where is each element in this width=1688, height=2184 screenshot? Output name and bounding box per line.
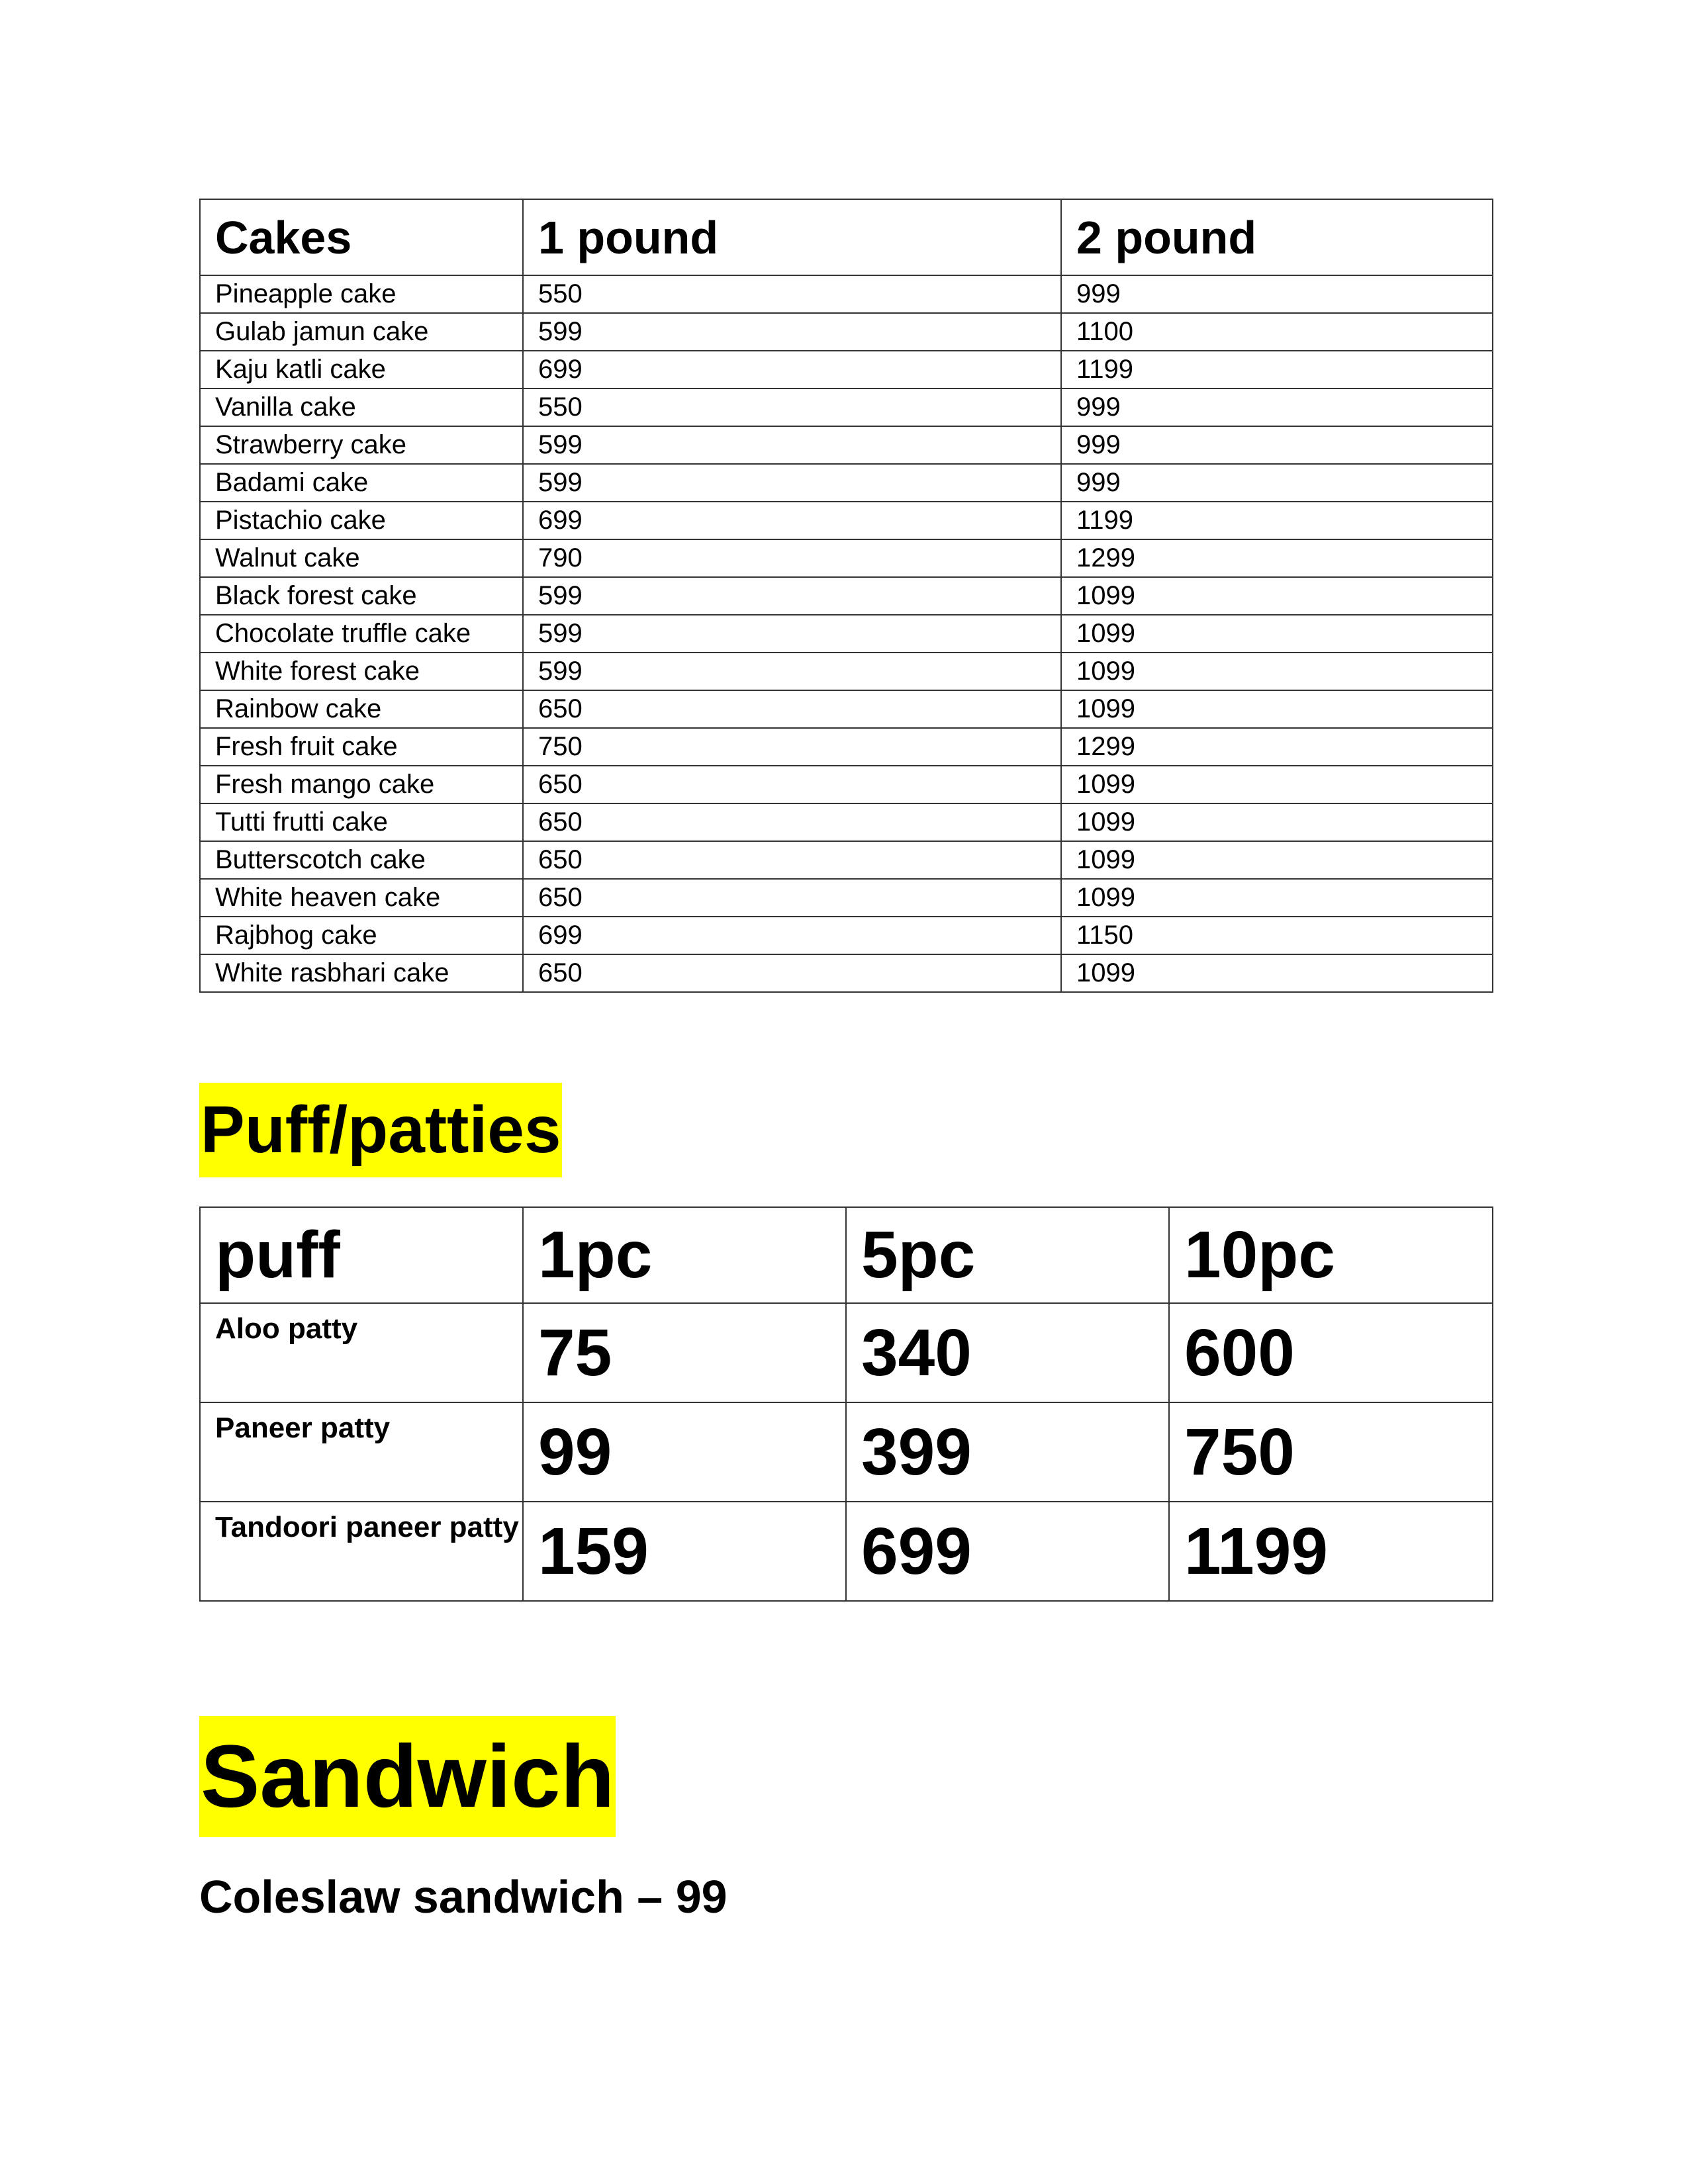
cake-name: Strawberry cake (200, 426, 523, 464)
price-1-pound: 599 (523, 464, 1061, 502)
puff-name: Paneer patty (200, 1402, 523, 1502)
price-1pc: 75 (523, 1303, 846, 1402)
price-1-pound: 599 (523, 577, 1061, 615)
cake-row (200, 615, 1493, 653)
price-1pc: 99 (523, 1402, 846, 1502)
cake-row (200, 954, 1493, 992)
price-5pc: 399 (846, 1402, 1169, 1502)
cakes-header-row (200, 199, 1493, 275)
cake-row (200, 577, 1493, 615)
cake-name: Black forest cake (200, 577, 523, 615)
puff-name: Aloo patty (200, 1303, 523, 1402)
price-1-pound: 650 (523, 954, 1061, 992)
cake-row (200, 653, 1493, 690)
price-5pc: 699 (846, 1502, 1169, 1601)
price-1-pound: 599 (523, 653, 1061, 690)
puff-header-5pc: 5pc (846, 1207, 1169, 1303)
cake-name: Badami cake (200, 464, 523, 502)
puff-header-row (200, 1207, 1493, 1303)
price-1-pound: 650 (523, 879, 1061, 917)
puff-section-heading: Puff/patties (199, 1083, 562, 1177)
cake-row (200, 803, 1493, 841)
price-2-pound: 1099 (1061, 653, 1493, 690)
cake-name: Fresh mango cake (200, 766, 523, 803)
price-2-pound: 1150 (1061, 917, 1493, 954)
price-1-pound: 650 (523, 766, 1061, 803)
price-1-pound: 699 (523, 917, 1061, 954)
price-2-pound: 1099 (1061, 615, 1493, 653)
cake-name: Pistachio cake (200, 502, 523, 539)
price-2-pound: 1199 (1061, 502, 1493, 539)
cake-name: White forest cake (200, 653, 523, 690)
puff-name: Tandoori paneer patty (200, 1502, 523, 1601)
cake-name: White rasbhari cake (200, 954, 523, 992)
price-10pc: 750 (1169, 1402, 1493, 1502)
price-2-pound: 1299 (1061, 728, 1493, 766)
price-1-pound: 550 (523, 388, 1061, 426)
price-1-pound: 699 (523, 351, 1061, 388)
cake-name: Tutti frutti cake (200, 803, 523, 841)
cake-name: Chocolate truffle cake (200, 615, 523, 653)
cake-name: Vanilla cake (200, 388, 523, 426)
price-1-pound: 599 (523, 615, 1061, 653)
price-2-pound: 999 (1061, 464, 1493, 502)
cake-name: Kaju katli cake (200, 351, 523, 388)
price-10pc: 1199 (1169, 1502, 1493, 1601)
price-2-pound: 1100 (1061, 313, 1493, 351)
price-1-pound: 599 (523, 426, 1061, 464)
sandwich-item-price: Coleslaw sandwich – 99 (199, 1871, 727, 1923)
puff-header-1pc: 1pc (523, 1207, 846, 1303)
price-2-pound: 1099 (1061, 577, 1493, 615)
cake-row (200, 879, 1493, 917)
puff-row (200, 1303, 1493, 1402)
cake-row (200, 464, 1493, 502)
cake-row (200, 728, 1493, 766)
price-2-pound: 999 (1061, 275, 1493, 313)
price-10pc: 600 (1169, 1303, 1493, 1402)
cake-row (200, 275, 1493, 313)
cakes-table-body (200, 275, 1493, 992)
puff-header-10pc: 10pc (1169, 1207, 1493, 1303)
cake-name: Walnut cake (200, 539, 523, 577)
price-2-pound: 1099 (1061, 954, 1493, 992)
puff-row (200, 1402, 1493, 1502)
cake-row (200, 388, 1493, 426)
puff-header-name: puff (200, 1207, 523, 1303)
price-1-pound: 790 (523, 539, 1061, 577)
puff-price-table (199, 1206, 1493, 1602)
cakes-header-2-pound: 2 pound (1061, 199, 1493, 275)
price-2-pound: 1099 (1061, 690, 1493, 728)
cakes-header-name: Cakes (200, 199, 523, 275)
cakes-price-table (199, 199, 1493, 993)
price-2-pound: 999 (1061, 426, 1493, 464)
cake-row (200, 351, 1493, 388)
price-2-pound: 1099 (1061, 879, 1493, 917)
cake-name: Rajbhog cake (200, 917, 523, 954)
cake-name: Butterscotch cake (200, 841, 523, 879)
sandwich-section-heading: Sandwich (199, 1716, 616, 1837)
cake-row (200, 690, 1493, 728)
price-1-pound: 650 (523, 803, 1061, 841)
cake-row (200, 841, 1493, 879)
price-2-pound: 1199 (1061, 351, 1493, 388)
cake-name: Gulab jamun cake (200, 313, 523, 351)
cake-row (200, 502, 1493, 539)
price-1-pound: 650 (523, 690, 1061, 728)
price-1-pound: 550 (523, 275, 1061, 313)
cake-row (200, 539, 1493, 577)
price-1-pound: 650 (523, 841, 1061, 879)
cake-row (200, 917, 1493, 954)
cake-name: Pineapple cake (200, 275, 523, 313)
cake-row (200, 426, 1493, 464)
price-1-pound: 699 (523, 502, 1061, 539)
cake-name: Fresh fruit cake (200, 728, 523, 766)
puff-row (200, 1502, 1493, 1601)
price-2-pound: 1299 (1061, 539, 1493, 577)
price-2-pound: 1099 (1061, 841, 1493, 879)
price-1-pound: 599 (523, 313, 1061, 351)
price-1-pound: 750 (523, 728, 1061, 766)
price-2-pound: 1099 (1061, 766, 1493, 803)
cake-row (200, 766, 1493, 803)
price-1pc: 159 (523, 1502, 846, 1601)
price-2-pound: 1099 (1061, 803, 1493, 841)
cakes-header-1-pound: 1 pound (523, 199, 1061, 275)
puff-table-body (200, 1303, 1493, 1601)
cake-name: White heaven cake (200, 879, 523, 917)
price-2-pound: 999 (1061, 388, 1493, 426)
price-5pc: 340 (846, 1303, 1169, 1402)
cake-name: Rainbow cake (200, 690, 523, 728)
cake-row (200, 313, 1493, 351)
